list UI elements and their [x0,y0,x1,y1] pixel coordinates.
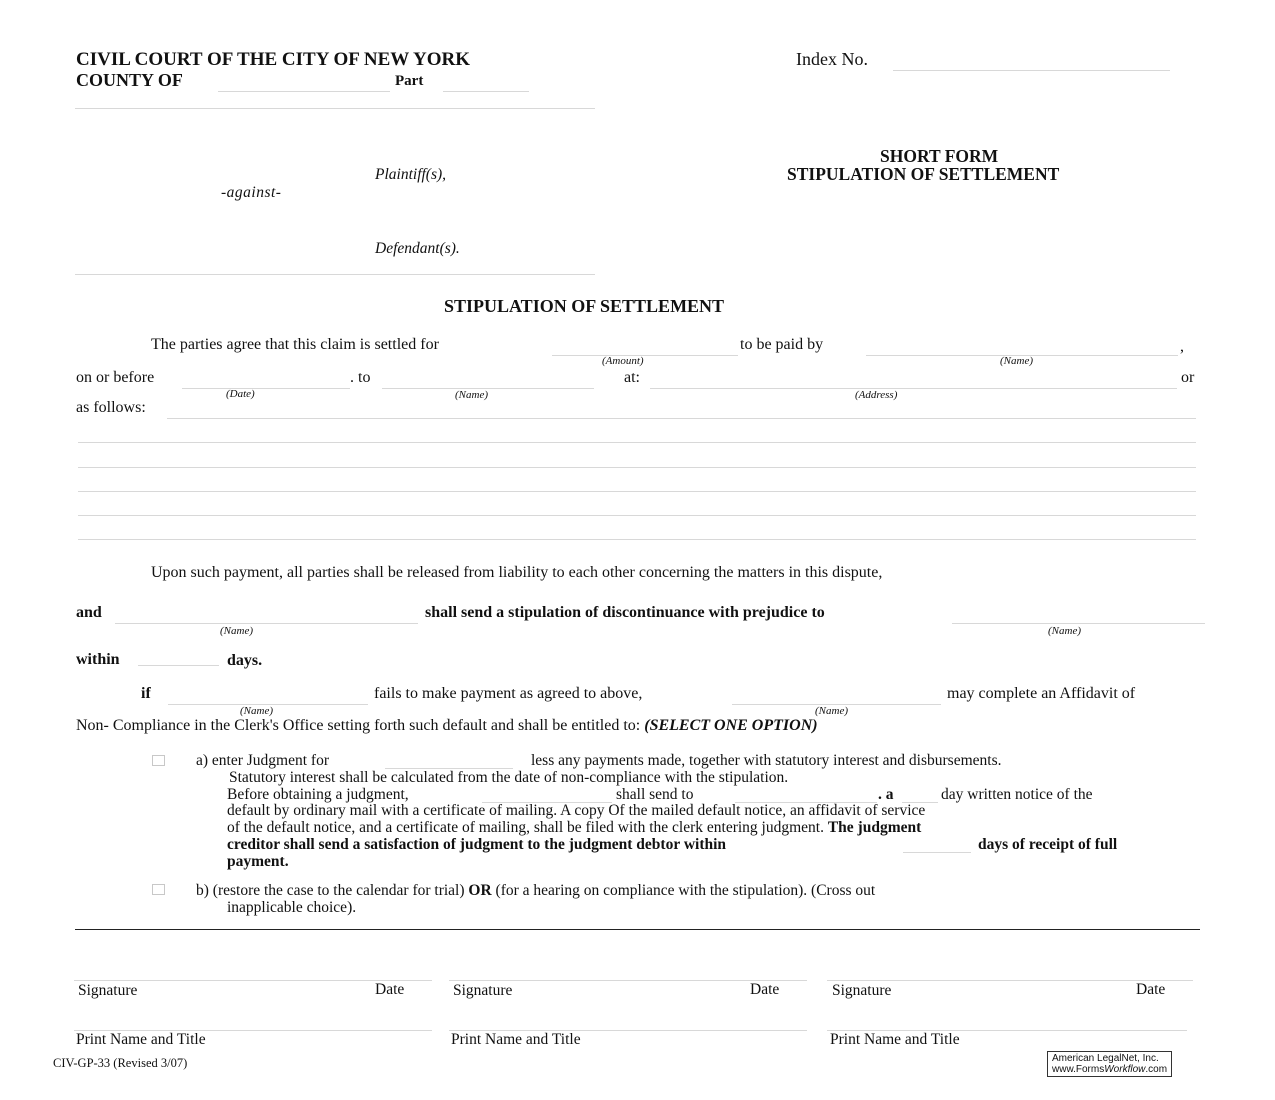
payee-name-hint: (Name) [455,389,488,401]
defendant-label: Defendant(s). [375,240,460,257]
if-text: if [141,685,151,702]
as-follows-line-5[interactable] [78,497,1196,516]
signature-label-2: Signature [453,982,513,999]
option-a-line3-prefix: Before obtaining a judgment, [227,786,409,803]
fails-text: fails to make payment as agreed to above, [374,685,643,702]
date-field[interactable] [182,370,350,389]
payer-name-hint: (Name) [1000,355,1033,367]
publisher-badge [1047,1051,1172,1077]
address-field[interactable] [650,370,1177,389]
recipient-name-hint: (Name) [1048,625,1081,637]
notice-recipient-field[interactable] [735,786,877,803]
noncompliance-body: Non- Compliance in the Clerk's Office setting forth such default and shall be entitled to: [76,717,641,734]
plaintiff-label: Plaintiff(s), [375,166,447,183]
option-a-line1-suffix: less any payments made, together with statutory interest and disbursements. [531,752,1002,769]
stipulation-recipient-field[interactable] [952,605,1205,624]
option-a-line2: Statutory interest shall be calculated from the date of non-compliance with the stipulation. [229,769,789,786]
option-a-line5-bold: The judgment [827,819,922,836]
stipulation-sender-field[interactable] [115,605,418,624]
option-a-line5 [227,819,921,837]
notice-days-field[interactable] [902,786,938,803]
option-b-part1: b) (restore the case to the calendar for trial) [196,882,465,899]
option-a-line3-mid: shall send to [616,786,694,803]
option-a-line6-suffix: days of receipt of full [978,836,1118,853]
at-text: at: [624,369,640,386]
as-follows-line-3[interactable] [78,449,1196,468]
amount-hint: (Amount) [602,355,644,367]
stipulation-text: shall send a stipulation of discontinuance with prejudice to [425,604,825,621]
publisher-line1: American LegalNet, Inc. [1052,1053,1159,1064]
date-label-3: Date [1136,981,1166,998]
option-b-or: OR [468,882,492,899]
to-text: . to [350,369,371,386]
option-a-line5-normal: of the default notice, and a certificate of mailing, shall be filed with the clerk entering judgment. [227,819,824,836]
option-b-checkbox[interactable] [152,884,165,895]
option-a-line3-a: . a [878,786,894,803]
index-label: Index No. [796,49,868,69]
against-label: -against- [221,184,282,201]
or-text: or [1181,369,1195,386]
date-label-1: Date [375,981,405,998]
option-a-line6-prefix: creditor shall send a satisfaction of judgment to the judgment debtor within [227,836,727,853]
date-label-2: Date [750,981,780,998]
county-field[interactable] [218,73,390,92]
option-a-line7: payment. [227,853,289,870]
creditor-name-field[interactable] [732,686,941,705]
print-name-label-3: Print Name and Title [830,1031,960,1048]
as-follows-line-2[interactable] [78,424,1196,443]
satisfaction-days-field[interactable] [903,836,971,853]
index-number-field[interactable] [893,52,1170,71]
section-rule [75,929,1200,930]
caption-divider [75,274,595,275]
payee-name-field[interactable] [382,370,594,389]
publisher-line2: www.FormsWorkflow.com [1052,1064,1168,1075]
option-a-line3-suffix: day written notice of the [941,786,1093,803]
payer-name-field[interactable] [866,337,1178,356]
option-b-line2: inapplicable choice). [227,899,357,916]
print-name-label-1: Print Name and Title [76,1031,206,1048]
form-title-line2: STIPULATION OF SETTLEMENT [787,164,1060,184]
option-b-line1 [196,882,875,900]
county-label: COUNTY OF [76,70,183,90]
option-a-line4: default by ordinary mail with a certificate of mailing. A copy Of the mailed default notice, an affidavit of service [227,802,926,819]
court-title: CIVIL COURT OF THE CITY OF NEW YORK [76,49,470,70]
as-follows-line-1[interactable] [167,400,1196,419]
address-hint: (Address) [855,389,898,401]
judgment-amount-field[interactable] [385,752,513,769]
days-text: days. [227,652,263,669]
comma: , [1180,338,1184,355]
signature-label-3: Signature [832,982,892,999]
form-title-line1: SHORT FORM [880,146,999,166]
release-text: Upon such payment, all parties shall be released from liability to each other concerning the matters in this dispute, [151,564,883,581]
sender-name-hint: (Name) [220,625,253,637]
option-a-line1-prefix: a) enter Judgment for [196,752,329,769]
debtor-name-field[interactable] [168,686,368,705]
on-or-before-text: on or before [76,369,155,386]
date-hint: (Date) [226,388,255,400]
option-a-checkbox[interactable] [152,755,165,766]
creditor-name-hint: (Name) [815,705,848,717]
noncompliance-text [76,717,818,735]
amount-field[interactable] [552,337,738,356]
as-follows-line-6[interactable] [78,521,1196,540]
header-divider [75,108,595,109]
may-complete-text: may complete an Affidavit of [947,685,1136,702]
form-id: CIV-GP-33 (Revised 3/07) [53,1056,188,1070]
option-b-part2: (for a hearing on compliance with the stipulation). (Cross out [495,882,876,899]
notice-sender-field[interactable] [482,786,612,803]
part-label: Part [395,73,424,89]
debtor-name-hint: (Name) [240,705,273,717]
within-text: within [76,651,120,668]
to-be-paid-by-text: to be paid by [740,336,824,353]
print-name-label-2: Print Name and Title [451,1031,581,1048]
select-one-option: (SELECT ONE OPTION) [644,717,818,734]
within-days-field[interactable] [138,647,219,666]
as-follows-text: as follows: [76,399,146,416]
as-follows-line-4[interactable] [78,473,1196,492]
signature-label-1: Signature [78,982,138,999]
section-title: STIPULATION OF SETTLEMENT [444,296,725,316]
settled-for-text: The parties agree that this claim is settled for [151,336,439,353]
and-text: and [76,604,102,621]
part-field[interactable] [443,73,529,92]
